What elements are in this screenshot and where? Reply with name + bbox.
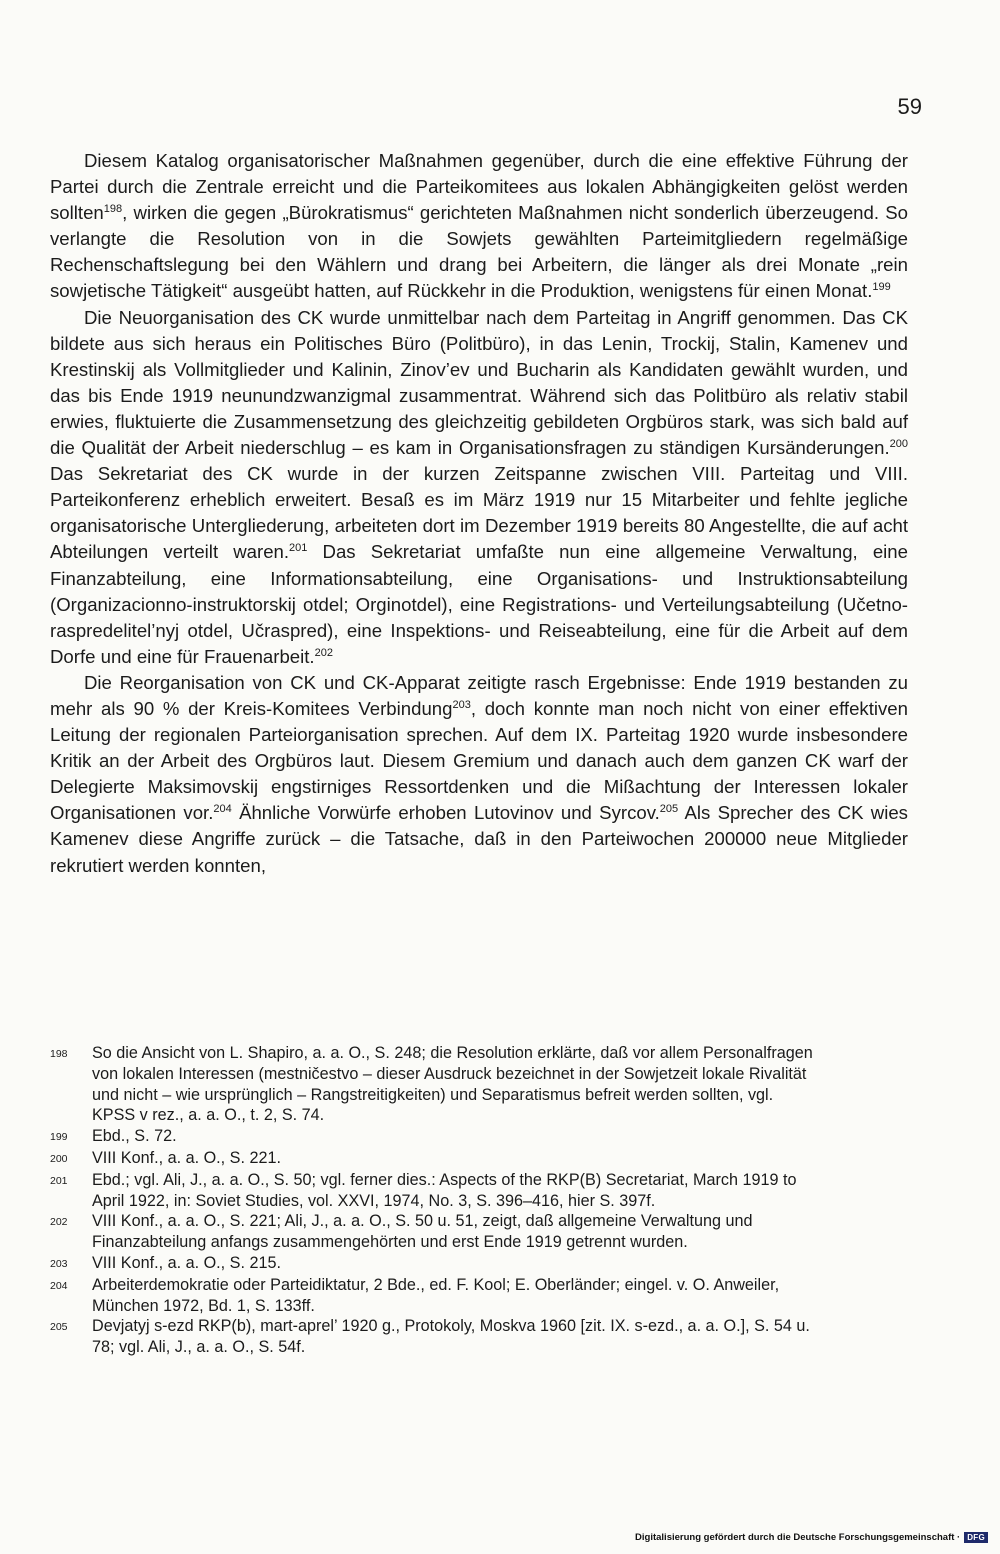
footnote-line: VIII Konf., a. a. O., S. 221. bbox=[92, 1148, 281, 1167]
footnote-text bbox=[92, 1211, 920, 1253]
footnote-number: 198 bbox=[50, 1048, 68, 1060]
footnote-line: 78; vgl. Ali, J., a. a. O., S. 54f. bbox=[92, 1338, 306, 1357]
text-run: Das Sekretariat umfaßte nun eine allgemeine Verwaltung, eine Finanzabteilung, eine Informationsabteilung, eine Organisations- und Instruktionsabteilung (Organizacionno-instruktorskij otdel; Orginotdel), eine Registrations- und Verteilungsabteilung (Učetno-raspredelitel’nyj otdel, Učraspred), eine Inspektions- und Reiseabteilung, eine für die Arbeit auf dem Dorfe und eine für Frauenarbeit. bbox=[50, 541, 908, 667]
footnote-reference: 200 bbox=[889, 437, 908, 450]
footnote-line: Arbeiterdemokratie oder Parteidiktatur, 2 Bde., ed. F. Kool; E. Oberländer; eingel. v. O. Anweiler, bbox=[92, 1275, 780, 1294]
text-run: , wirken die gegen „Bürokratismus“ gerichteten Maßnahmen nicht sonderlich überzeugend. So verlangte die Resolution von in die Sowjets gewählten Parteimitgliedern regelmäßige Rechenschaftslegung bei den Wählern und drang bei Arbeitern, die länger als drei Monate „rein sowjetische Tätigkeit“ ausgeübt hatten, auf Rückkehr in die Produktion, wenigstens für einen Monat. bbox=[50, 202, 908, 302]
footnote-reference: 205 bbox=[659, 803, 679, 816]
footnote-line: und nicht – wie ursprünglich – Rangstreitigkeiten) und Separatismus befreit werden sollten, vgl. bbox=[92, 1085, 774, 1104]
footnote-line: Devjatyj s-ezd RKP(b), mart-aprel’ 1920 g., Protokoly, Moskva 1960 [zit. IX. s-ezd., a. a. O.], S. 54 u. bbox=[92, 1317, 810, 1336]
footnote-reference: 198 bbox=[103, 203, 123, 215]
footnote-text bbox=[92, 1126, 920, 1148]
text-run: Die Reorganisation von CK und CK-Apparat zeitigte rasch Ergebnisse: Ende 1919 bestanden zu mehr als 90 % der Kreis-Komitees Verbindung bbox=[50, 671, 908, 719]
footnote-number: 201 bbox=[50, 1174, 68, 1187]
footnote bbox=[50, 1211, 920, 1253]
footnote bbox=[50, 1316, 920, 1358]
footnote-text bbox=[92, 1275, 920, 1317]
footnote bbox=[50, 1043, 920, 1126]
footnote-number: 199 bbox=[50, 1131, 68, 1144]
footnote-line: KPSS v rez., a. a. O., t. 2, S. 74. bbox=[92, 1106, 325, 1125]
text-run: Als Sprecher des CK wies Kamenev diese Angriffe zurück – die Tatsache, daß in den Parteiwochen 200000 neue Mitglieder rekrutiert werden konnten, bbox=[50, 802, 908, 876]
footnote-text bbox=[92, 1253, 920, 1275]
footnote-line: VIII Konf., a. a. O., S. 215. bbox=[92, 1253, 281, 1272]
footnote bbox=[50, 1148, 920, 1170]
footnote-line: Finanzabteilung anfangs zusammengehörten und erst Ende 1919 getrennt wurden. bbox=[92, 1233, 688, 1252]
footnote-number: 202 bbox=[50, 1216, 68, 1229]
paragraph-2 bbox=[50, 305, 908, 670]
footnote-reference: 203 bbox=[452, 698, 471, 711]
footnote-line: von lokalen Interessen (mestničestvo – dieser Ausdruck bezeichnet in der Sowjetzeit lokale Rivalität bbox=[92, 1064, 807, 1083]
footnote bbox=[50, 1170, 920, 1212]
footnote-reference: 204 bbox=[213, 803, 232, 816]
footnote-text bbox=[92, 1148, 920, 1170]
footnotes bbox=[50, 1043, 920, 1358]
footnote bbox=[50, 1126, 920, 1148]
paragraph-3 bbox=[50, 670, 908, 879]
text-run: Das Sekretariat des CK wurde in der kurzen Zeitspanne zwischen VIII. Parteitag und VIII. Parteikonferenz erheblich erweitert. Besaß es im März 1919 nur 15 Mitarbeiter und fehlte jegliche organisatorische Untergliederung, arbeiteten dort im Dezember 1919 bereits 80 Angestellte, die auf acht Abteilungen verteilt waren. bbox=[50, 463, 908, 563]
credit-text: Digitalisierung gefördert durch die Deutsche Forschungsgemeinschaft · bbox=[635, 1532, 961, 1543]
footnote-number: 205 bbox=[50, 1321, 68, 1334]
footnote-line: Ebd., S. 72. bbox=[92, 1127, 177, 1146]
footnote-number: 203 bbox=[50, 1257, 68, 1270]
footnote-text bbox=[92, 1043, 920, 1126]
footnote bbox=[50, 1253, 920, 1275]
footnote-line: April 1922, in: Soviet Studies, vol. XXVI, 1974, No. 3, S. 396–416, hier S. 397f. bbox=[92, 1191, 656, 1210]
footnote-number: 200 bbox=[50, 1152, 68, 1165]
dfg-logo: DFG bbox=[964, 1532, 988, 1543]
footnote-text bbox=[92, 1316, 920, 1358]
text-run: Ähnliche Vorwürfe erhoben Lutovinov und Syrcov. bbox=[231, 802, 660, 824]
text-run: Diesem Katalog organisatorischer Maßnahmen gegenüber, durch die eine effektive Führung der Partei durch die Zentrale erreicht und die Parteikomitees aus lokalen Abhängigkeiten gelöst werden sollten bbox=[50, 150, 908, 224]
footnote-text bbox=[92, 1170, 920, 1212]
digitization-credit bbox=[608, 1532, 988, 1543]
main-text bbox=[50, 148, 908, 879]
footnote bbox=[50, 1275, 920, 1317]
footnote-line: So die Ansicht von L. Shapiro, a. a. O., S. 248; die Resolution erklärte, daß vor allem Personalfragen bbox=[92, 1044, 813, 1062]
footnote-line: VIII Konf., a. a. O., S. 221; Ali, J., a. a. O., S. 50 u. 51, zeigt, daß allgemeine Verwaltung und bbox=[92, 1212, 753, 1231]
footnote-line: München 1972, Bd. 1, S. 133ff. bbox=[92, 1296, 315, 1315]
footnote-number: 204 bbox=[50, 1279, 68, 1292]
page-number: 59 bbox=[897, 94, 922, 119]
text-run: Die Neuorganisation des CK wurde unmittelbar nach dem Parteitag in Angriff genommen. Das CK bildete aus sich heraus ein Politisches Büro (Politbüro), in das Lenin, Trockij, Stalin, Kamenev und Krestinskij als Vollmitglieder und Kalinin, Zinov’ev und Bucharin als Kandidaten gewählt wurden, und das bis Ende 1919 neunundzwanzigmal zusammentrat. Während sich das Politbüro als relativ stabil erwies, fluktuierte die Zusammensetzung des gleichzeitig gebildeten Orgbüros stark, was sich bald auf die Qualität der Arbeit niederschlug – es kam in Organisationsfragen zu ständigen Kursänderungen. bbox=[50, 306, 908, 459]
text-run: , doch konnte man noch nicht von einer effektiven Leitung der regionalen Parteiorganisation sprechen. Auf dem IX. Parteitag 1920 wurde insbesondere Kritik an der Arbeit des Orgbüros laut. Diesem Gremium und danach auch dem ganzen CK warf der Delegierte Maksimovskij engstirniges Ressortdenken und die Mißachtung der Interessen lokaler Organisationen vor. bbox=[50, 697, 908, 824]
paragraph-1 bbox=[50, 148, 908, 305]
footnote-reference: 202 bbox=[314, 646, 333, 659]
footnote-reference: 199 bbox=[872, 281, 891, 294]
footnote-reference: 201 bbox=[289, 542, 308, 555]
footnote-line: Ebd.; vgl. Ali, J., a. a. O., S. 50; vgl. ferner dies.: Aspects of the RKP(B) Secretariat, March 1919 to bbox=[92, 1170, 797, 1189]
